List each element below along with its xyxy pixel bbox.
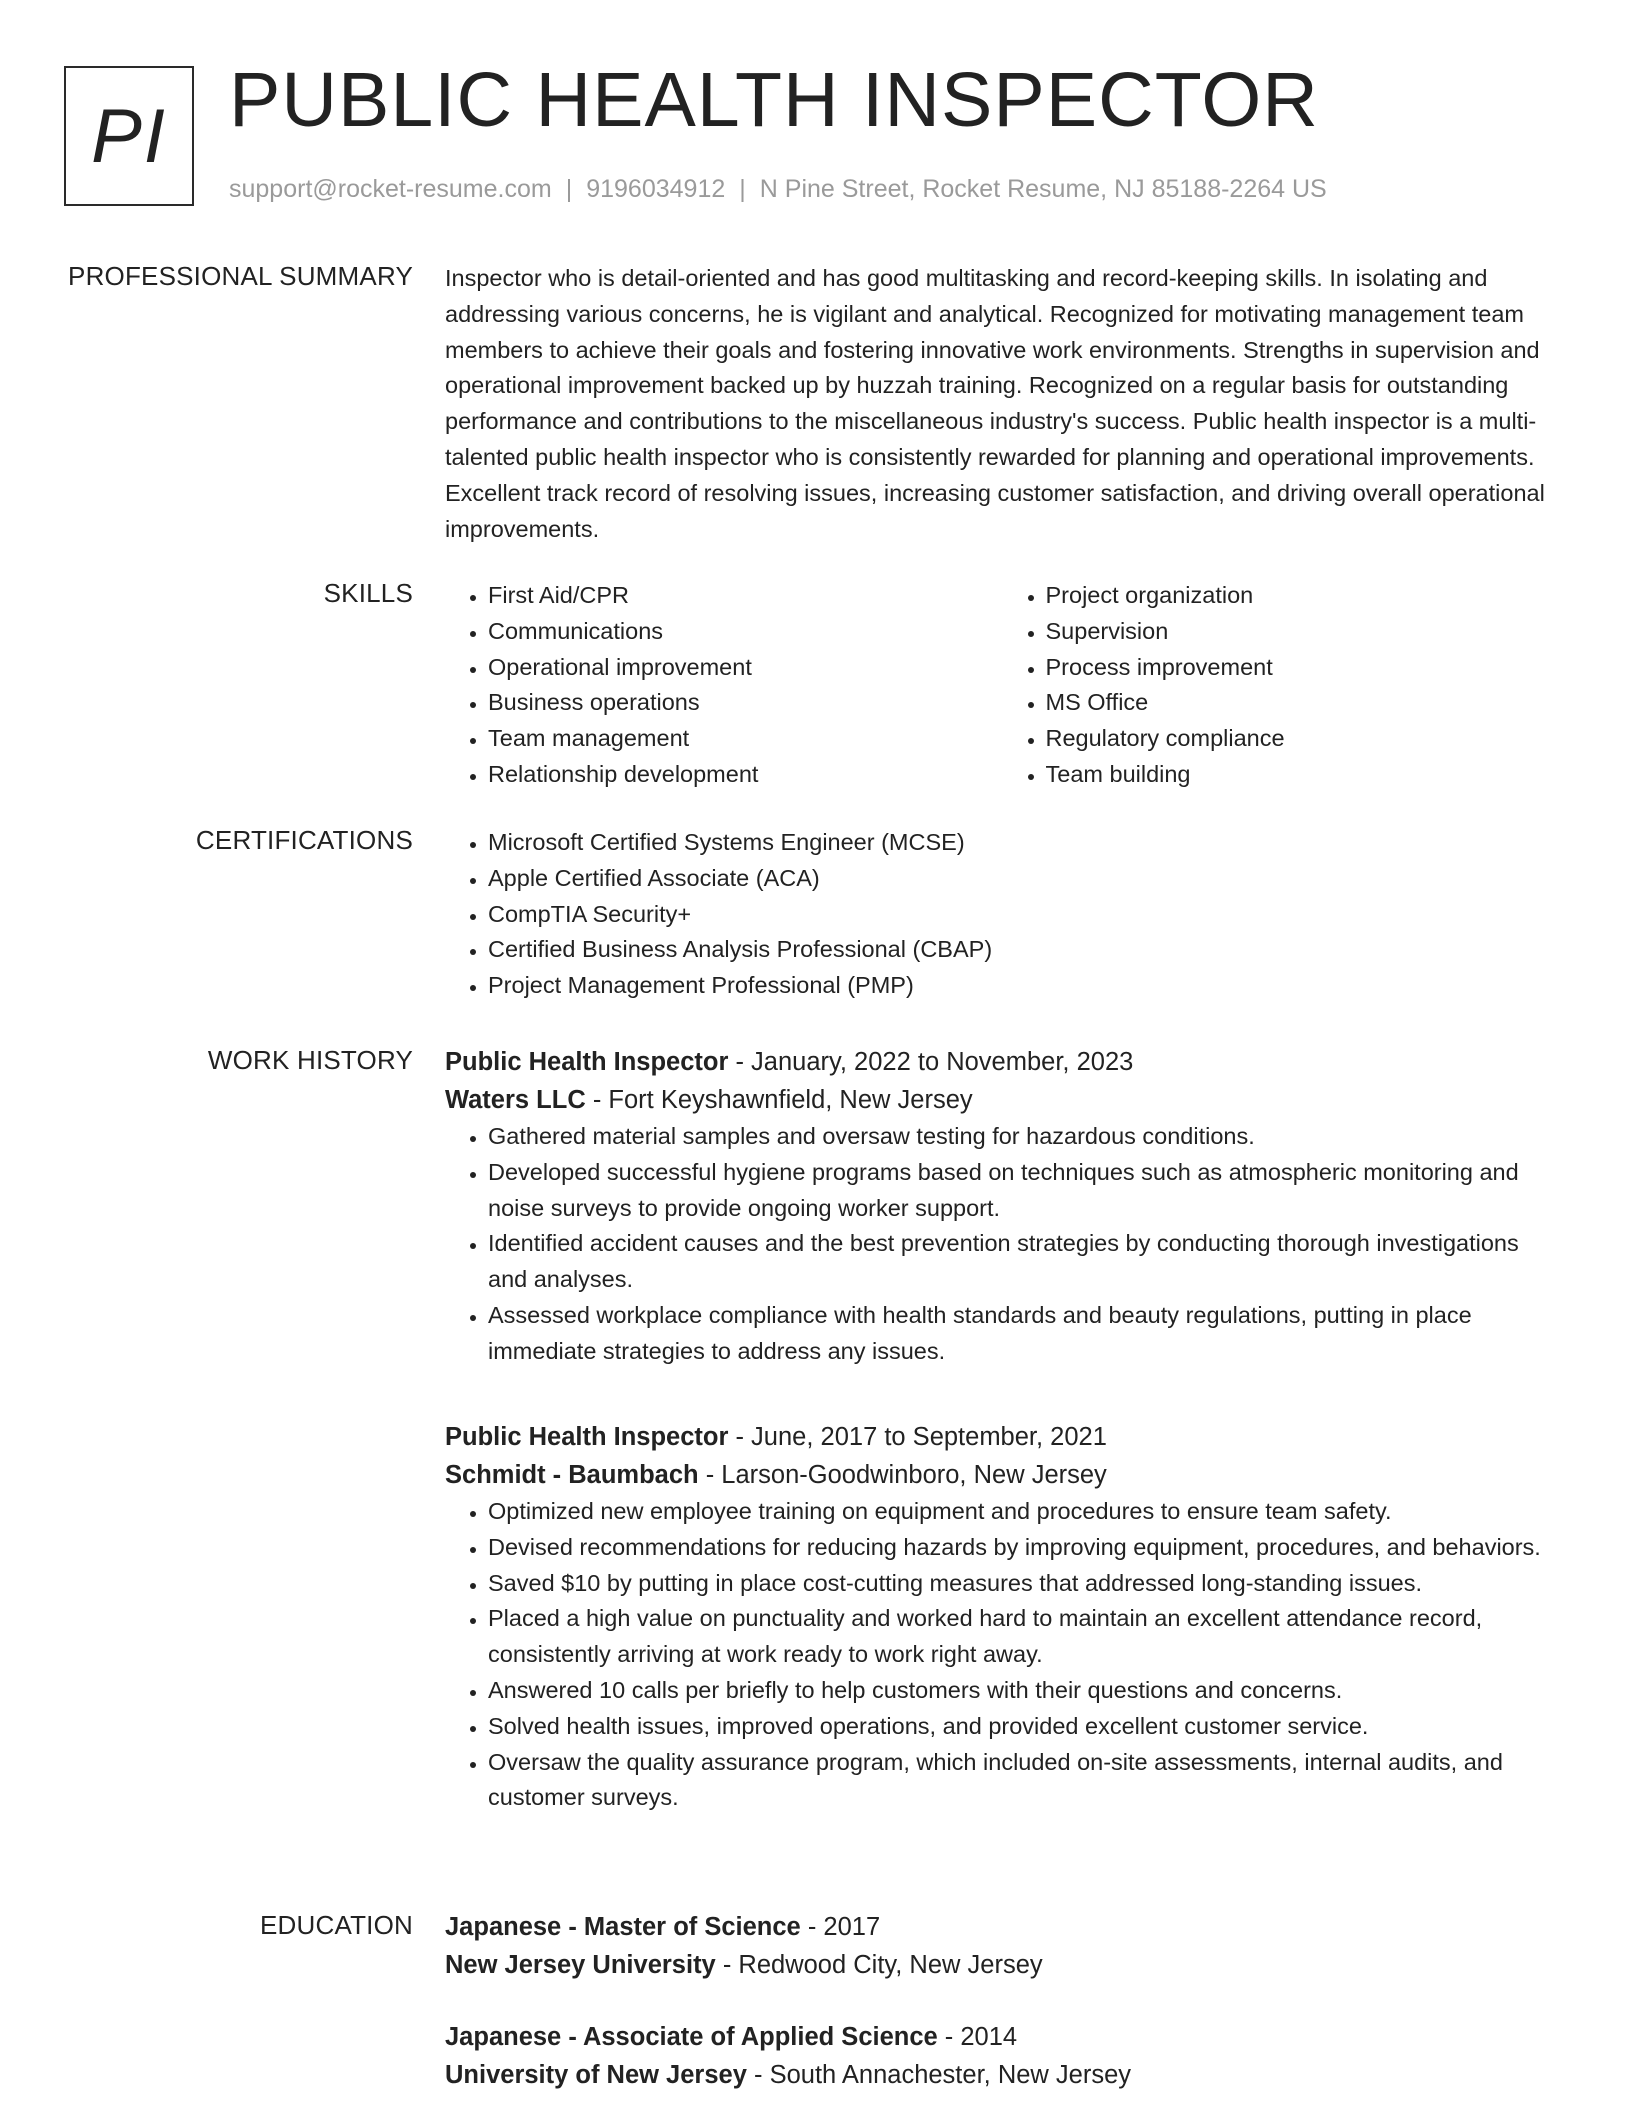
job-duty-item: • Devised recommendations for reducing hazards by improving equipment, procedures, and behaviors. — [488, 1530, 1560, 1566]
certification-item: • Microsoft Certified Systems Engineer (MCSE) — [488, 825, 1560, 861]
contact-address: N Pine Street, Rocket Resume, NJ 85188-2264 US — [759, 175, 1327, 203]
job-duty-item: • Saved $10 by putting in place cost-cutting measures that addressed long-standing issues. — [488, 1566, 1560, 1602]
skill-item: • Process improvement — [1046, 650, 1561, 686]
education-degree: Japanese - Associate of Applied Science — [445, 2023, 938, 2051]
education-degree-line — [445, 2018, 1560, 2056]
job-company-line — [445, 1456, 1560, 1494]
skill-item: • First Aid/CPR — [488, 578, 1003, 614]
job-duty-item: • Oversaw the quality assurance program, which included on-site assessments, internal audits, and customer surveys. — [488, 1745, 1560, 1817]
job-title-line — [445, 1418, 1560, 1456]
education-school: University of New Jersey — [445, 2061, 747, 2089]
education-location: - South Annachester, New Jersey — [746, 2061, 1132, 2089]
skill-item: • Business operations — [488, 685, 1003, 721]
skill-item: • Supervision — [1046, 614, 1561, 650]
job-company-line — [445, 1081, 1560, 1119]
education-school: New Jersey University — [445, 1951, 716, 1979]
certifications-heading: CERTIFICATIONS — [195, 825, 413, 855]
education-heading: EDUCATION — [260, 1910, 413, 1940]
job-duty-item: • Optimized new employee training on equipment and procedures to ensure team safety. — [488, 1494, 1560, 1530]
education-degree: Japanese - Master of Science — [445, 1913, 801, 1941]
monogram-logo: PI — [64, 66, 194, 206]
job-entry — [445, 1418, 1560, 1816]
job-company: Waters LLC — [445, 1086, 586, 1114]
job-duty-item: • Solved health issues, improved operations, and provided excellent customer service. — [488, 1709, 1560, 1745]
contact-separator: | — [739, 175, 746, 203]
education-location: - Redwood City, New Jersey — [715, 1951, 1043, 1979]
contact-line — [229, 175, 1327, 204]
skills-list-right — [1003, 578, 1561, 793]
skill-item: • Team building — [1046, 757, 1561, 793]
job-title: Public Health Inspector — [445, 1423, 729, 1451]
certification-item: • Project Management Professional (PMP) — [488, 968, 1560, 1004]
job-duties-list — [445, 1119, 1560, 1370]
education-school-line — [445, 1946, 1560, 1984]
education-degree-line — [445, 1908, 1560, 1946]
skill-item: • Communications — [488, 614, 1003, 650]
job-duty-item: • Identified accident causes and the best prevention strategies by conducting thorough investigations and analyses. — [488, 1226, 1560, 1298]
job-duty-item: • Assessed workplace compliance with health standards and beauty regulations, putting in place immediate strategies to address any issues. — [488, 1298, 1560, 1370]
certification-item: • Certified Business Analysis Professional (CBAP) — [488, 932, 1560, 968]
skill-item: • Operational improvement — [488, 650, 1003, 686]
job-location: - Larson-Goodwinboro, New Jersey — [698, 1461, 1107, 1489]
work-history-heading: WORK HISTORY — [207, 1045, 413, 1075]
job-title: Public Health Inspector — [445, 1048, 729, 1076]
skill-item: • MS Office — [1046, 685, 1561, 721]
job-duties-list — [445, 1494, 1560, 1816]
job-duty-item: • Answered 10 calls per briefly to help customers with their questions and concerns. — [488, 1673, 1560, 1709]
education-entry — [445, 1908, 1560, 1984]
skill-item: • Relationship development — [488, 757, 1003, 793]
skill-item: • Project organization — [1046, 578, 1561, 614]
education-year: - 2017 — [800, 1913, 881, 1941]
summary-text: Inspector who is detail-oriented and has good multitasking and record-keeping skills. In isolating and addressing various concerns, he is vigilant and analytical. Recognized for motivating management team members to achieve their goals and fostering innovative work environments. Strengths in supervision and operational improvement backed up by huzzah training. Recognized on a regular basis for outstanding performance and contributions to the miscellaneous industry's success. Public health inspector is a multi-talented public health inspector who is consistently rewarded for planning and operational improvements. Excellent track record of resolving issues, increasing customer satisfaction, and driving overall operational improvements. — [445, 265, 1545, 542]
education-entry — [445, 2018, 1560, 2094]
contact-separator: | — [565, 175, 573, 203]
job-duty-item: • Gathered material samples and oversaw testing for hazardous conditions. — [488, 1119, 1560, 1155]
job-dates: - January, 2022 to November, 2023 — [728, 1048, 1134, 1076]
summary-heading: PROFESSIONAL SUMMARY — [68, 261, 413, 291]
job-duty-item: • Placed a high value on punctuality and worked hard to maintain an excellent attendance record, consistently arriving at work ready to work right away. — [488, 1601, 1560, 1673]
skills-heading: SKILLS — [323, 578, 413, 608]
certification-item: • Apple Certified Associate (ACA) — [488, 861, 1560, 897]
certifications-list — [445, 825, 1560, 1004]
job-duty-item: • Developed successful hygiene programs based on techniques such as atmospheric monitoring and noise surveys to provide ongoing worker support. — [488, 1155, 1560, 1227]
contact-email[interactable]: support@rocket-resume.com — [229, 175, 552, 203]
job-dates: - June, 2017 to September, 2021 — [728, 1423, 1107, 1451]
education-school-line — [445, 2056, 1560, 2094]
job-entry — [445, 1043, 1560, 1370]
education-year: - 2014 — [937, 2023, 1018, 2051]
contact-phone[interactable]: 9196034912 — [586, 175, 726, 203]
job-location: - Fort Keyshawnfield, New Jersey — [585, 1086, 973, 1114]
skill-item: • Team management — [488, 721, 1003, 757]
skills-list-left — [445, 578, 1003, 793]
certification-item: • CompTIA Security+ — [488, 897, 1560, 933]
page-title: PUBLIC HEALTH INSPECTOR — [229, 57, 1319, 143]
job-title-line — [445, 1043, 1560, 1081]
job-company: Schmidt - Baumbach — [445, 1461, 699, 1489]
skill-item: • Regulatory compliance — [1046, 721, 1561, 757]
